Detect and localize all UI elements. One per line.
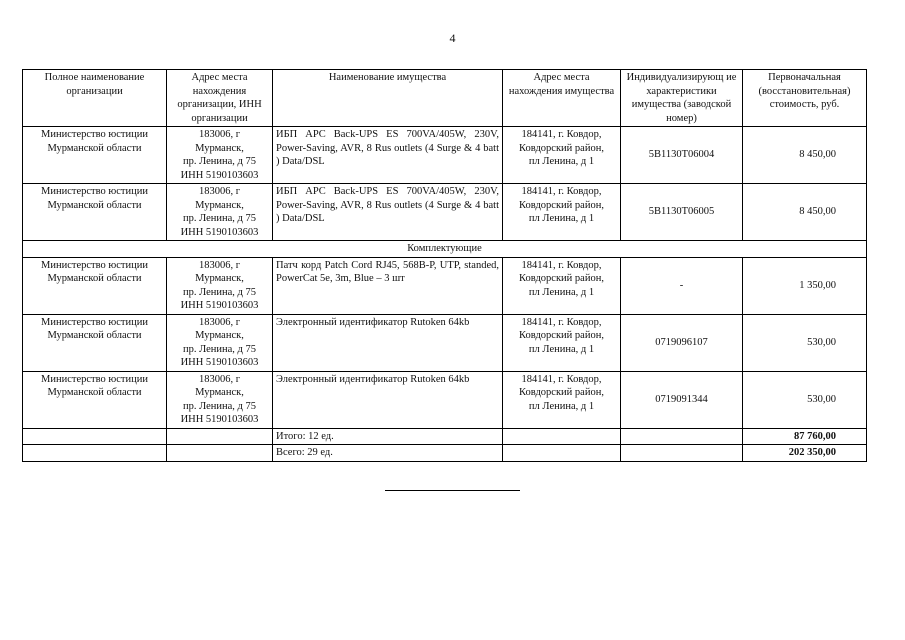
table-row: [23, 257, 867, 314]
total-row: [23, 445, 867, 462]
closing-rule-line: [385, 490, 520, 491]
location-line: 184141, г. Ковдор,: [521, 373, 602, 385]
table-row: [23, 371, 867, 428]
cell-cost: 530,00: [743, 314, 867, 371]
subtotal-label: Итого: 12 ед.: [273, 428, 503, 445]
address-line: Мурманск,: [195, 199, 244, 211]
total-label: Всего: 29 ед.: [273, 445, 503, 462]
address-line: пр. Ленина, д 75: [182, 156, 257, 167]
subtotal-cost: 87 760,00: [743, 428, 867, 445]
subtotal-row: [23, 428, 867, 445]
inn-line: ИНН 5190103603: [180, 300, 259, 311]
cell-property-location: [503, 257, 621, 314]
cell-cost: 8 450,00: [743, 127, 867, 184]
cell-serial: 5В1130Т06004: [621, 127, 743, 184]
location-line: 184141, г. Ковдор,: [521, 259, 602, 271]
location-line: Ковдорский район,: [519, 273, 604, 284]
table-row: [23, 314, 867, 371]
cell-org-address: [167, 184, 273, 241]
location-line: пл Ленина, д 1: [528, 286, 595, 298]
cell-property-location: [503, 314, 621, 371]
inn-line: ИНН 5190103603: [180, 169, 259, 181]
address-line: 183006, г: [198, 373, 241, 385]
empty-cell: [503, 428, 621, 445]
address-line: 183006, г: [198, 186, 241, 197]
location-line: Ковдорский район,: [519, 199, 604, 211]
table-header-row: [23, 70, 867, 127]
cell-property-name: Патч корд Patch Cord RJ45, 568B-P, UTP, standed, PowerCat 5e, 3m, Blue – 3 шт: [273, 257, 503, 314]
cell-org-address: [167, 257, 273, 314]
cell-cost: 1 350,00: [743, 257, 867, 314]
cell-property-name: ИБП APC Back-UPS ES 700VA/405W, 230V, Power-Saving, AVR, 8 Rus outlets (4 Surge & 4 batt ) Data/DSL: [273, 184, 503, 241]
address-line: пр. Ленина, д 75: [182, 213, 257, 224]
empty-cell: [503, 445, 621, 462]
location-line: Ковдорский район,: [519, 387, 604, 398]
cell-serial: 0719091344: [621, 371, 743, 428]
table-row: [23, 184, 867, 241]
cell-org: Министерство юстиции Мурманской области: [23, 371, 167, 428]
cell-cost: 8 450,00: [743, 184, 867, 241]
location-line: Ковдорский район,: [519, 330, 604, 341]
cell-property-location: [503, 127, 621, 184]
cell-org: Министерство юстиции Мурманской области: [23, 127, 167, 184]
empty-cell: [621, 428, 743, 445]
property-table: [22, 69, 867, 462]
empty-cell: [167, 445, 273, 462]
header-org: Полное наименование организации: [23, 70, 167, 127]
address-line: 183006, г: [198, 129, 241, 140]
location-line: 184141, г. Ковдор,: [521, 316, 602, 328]
header-serial: Индивидуализирующ ие характеристики имущества (заводской номер): [621, 70, 743, 127]
cell-org: Министерство юстиции Мурманской области: [23, 184, 167, 241]
address-line: Мурманск,: [195, 142, 244, 154]
cell-serial: 5В1130Т06005: [621, 184, 743, 241]
address-line: Мурманск,: [195, 330, 244, 341]
section-label: Комплектующие: [23, 241, 867, 258]
cell-property-location: [503, 371, 621, 428]
cell-org: Министерство юстиции Мурманской области: [23, 314, 167, 371]
table-row: [23, 127, 867, 184]
cell-property-location: [503, 184, 621, 241]
cell-serial: -: [621, 257, 743, 314]
address-line: 183006, г: [198, 259, 241, 271]
address-line: Мурманск,: [195, 387, 244, 398]
empty-cell: [23, 428, 167, 445]
address-line: пр. Ленина, д 75: [182, 400, 257, 412]
inn-line: ИНН 5190103603: [180, 357, 259, 368]
location-line: пл Ленина, д 1: [528, 400, 595, 412]
cell-org-address: [167, 314, 273, 371]
location-line: 184141, г. Ковдор,: [521, 129, 602, 140]
location-line: пл Ленина, д 1: [528, 156, 595, 167]
cell-org-address: [167, 371, 273, 428]
empty-cell: [621, 445, 743, 462]
address-line: пр. Ленина, д 75: [182, 343, 257, 355]
location-line: пл Ленина, д 1: [528, 213, 595, 224]
empty-cell: [23, 445, 167, 462]
cell-property-name: ИБП APC Back-UPS ES 700VA/405W, 230V, Power-Saving, AVR, 8 Rus outlets (4 Surge & 4 batt ) Data/DSL: [273, 127, 503, 184]
address-line: пр. Ленина, д 75: [182, 286, 257, 298]
cell-serial: 0719096107: [621, 314, 743, 371]
header-property-name: Наименование имущества: [273, 70, 503, 127]
header-property-location: Адрес места нахождения имущества: [503, 70, 621, 127]
inn-line: ИНН 5190103603: [180, 414, 259, 425]
inn-line: ИНН 5190103603: [180, 226, 259, 238]
cell-org-address: [167, 127, 273, 184]
total-cost: 202 350,00: [743, 445, 867, 462]
location-line: пл Ленина, д 1: [528, 343, 595, 355]
header-cost: Первоначальная (восстановительная) стоимость, руб.: [743, 70, 867, 127]
location-line: Ковдорский район,: [519, 142, 604, 154]
cell-org: Министерство юстиции Мурманской области: [23, 257, 167, 314]
header-org-address: Адрес места нахождения организации, ИНН организации: [167, 70, 273, 127]
location-line: 184141, г. Ковдор,: [521, 186, 602, 197]
address-line: Мурманск,: [195, 273, 244, 284]
cell-property-name: Электронный идентификатор Rutoken 64kb: [273, 371, 503, 428]
page-number: 4: [449, 31, 456, 45]
cell-property-name: Электронный идентификатор Rutoken 64kb: [273, 314, 503, 371]
address-line: 183006, г: [198, 316, 241, 328]
empty-cell: [167, 428, 273, 445]
section-row: [23, 241, 867, 258]
cell-cost: 530,00: [743, 371, 867, 428]
